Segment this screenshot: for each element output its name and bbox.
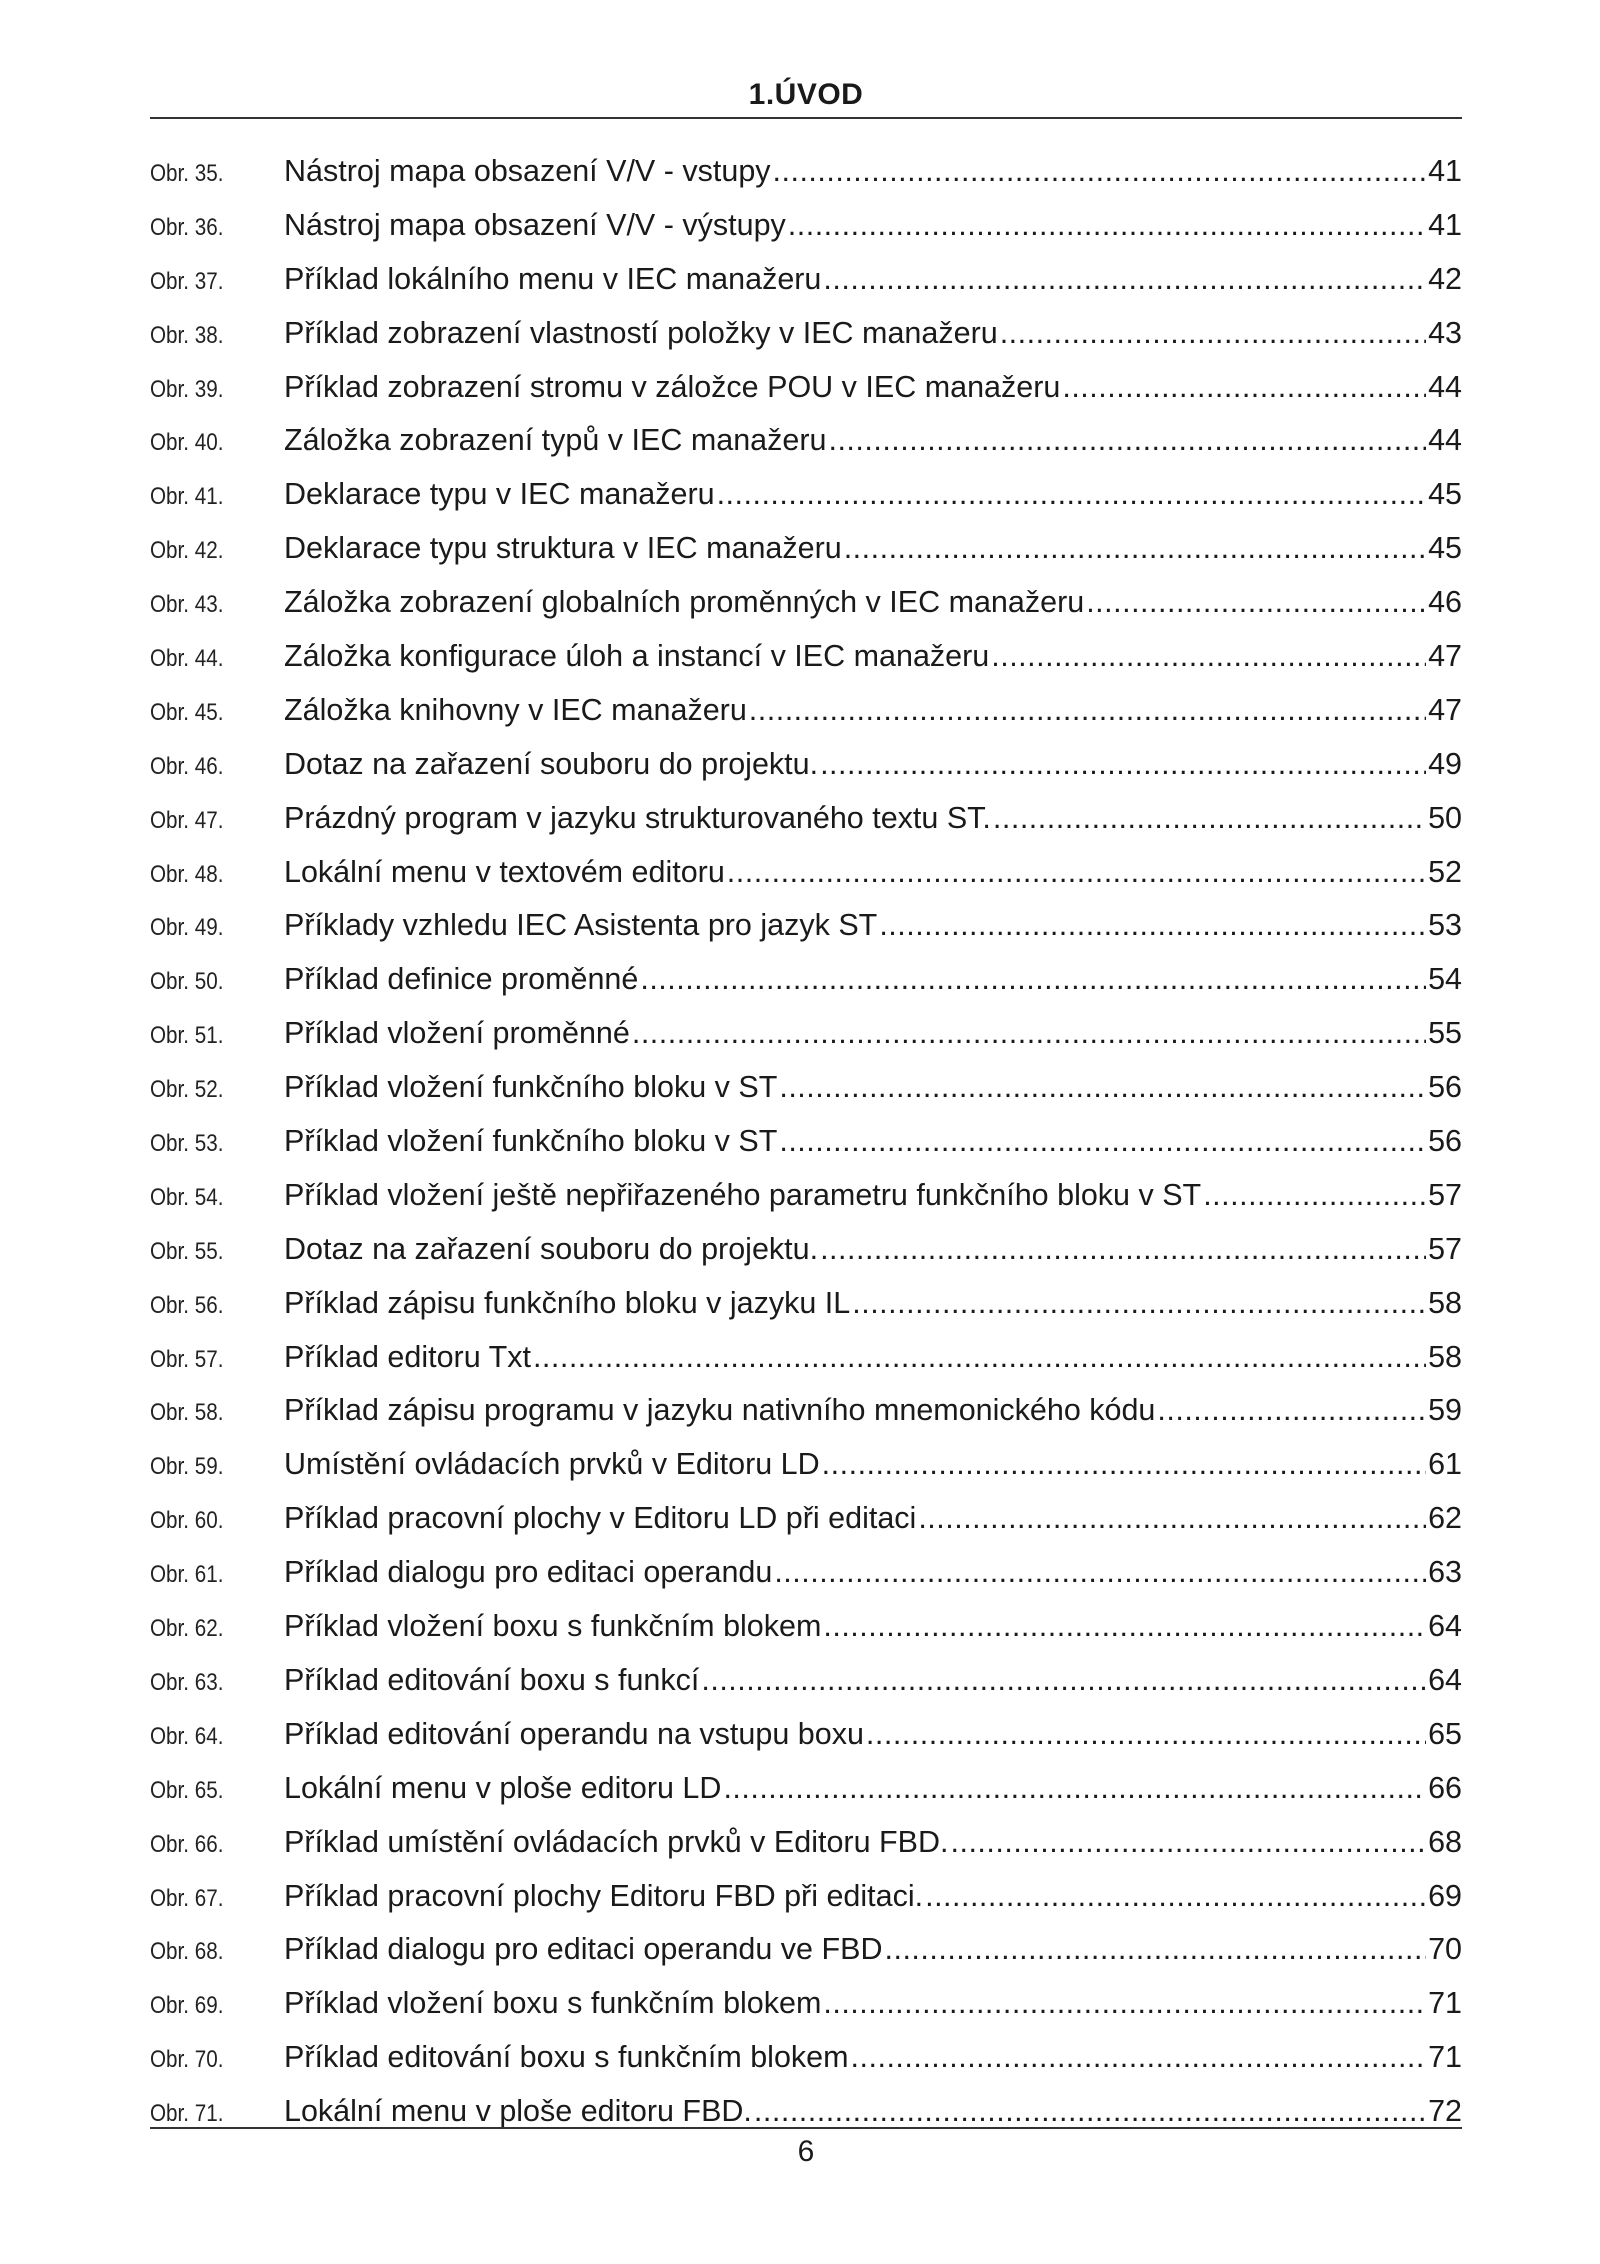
toc-entry[interactable]	[150, 792, 1462, 846]
figure-title: Příklady vzhledu IEC Asistenta pro jazyk ST	[284, 908, 878, 943]
page-number: 6	[797, 2135, 815, 2168]
figure-page-number: 62	[1428, 1501, 1462, 1536]
figure-number: Obr. 60.	[150, 1507, 224, 1535]
figure-page-number: 56	[1428, 1124, 1462, 1159]
figure-title: Příklad editování operandu na vstupu boxu	[284, 1716, 864, 1751]
dot-leader	[852, 1277, 1426, 1331]
toc-entry[interactable]	[150, 1223, 1462, 1277]
figure-title: Umístění ovládacích prvků v Editoru LD	[284, 1447, 820, 1482]
toc-entry[interactable]	[150, 846, 1462, 900]
dot-leader	[918, 1492, 1426, 1546]
toc-entry[interactable]	[150, 1331, 1462, 1385]
toc-entry[interactable]	[150, 1169, 1462, 1223]
dot-leader	[717, 468, 1426, 522]
figure-page-number: 45	[1428, 531, 1462, 566]
figure-page-number: 54	[1428, 962, 1462, 997]
figure-title: Lokální menu v ploše editoru LD	[284, 1770, 722, 1805]
figure-number: Obr. 55.	[150, 1237, 224, 1265]
figure-title: Příklad editování boxu s funkcí	[284, 1662, 700, 1697]
dot-leader	[951, 1816, 1427, 1870]
figure-title: Příklad pracovní plochy v Editoru LD při editaci	[284, 1501, 917, 1536]
figure-number: Obr. 47.	[150, 806, 224, 834]
dot-leader	[844, 522, 1426, 576]
figure-page-number: 56	[1428, 1070, 1462, 1105]
figure-title: Příklad vložení funkčního bloku v ST	[284, 1124, 778, 1159]
figure-page-number: 42	[1428, 261, 1462, 296]
figure-title: Nástroj mapa obsazení V/V - vstupy	[284, 154, 771, 188]
dot-leader	[1157, 1384, 1426, 1438]
figure-page-number: 41	[1428, 154, 1462, 188]
toc-entry[interactable]	[150, 2085, 1462, 2139]
figure-number: Obr. 61.	[150, 1561, 224, 1589]
figure-page-number: 50	[1428, 800, 1462, 835]
figure-page-number: 44	[1428, 423, 1462, 458]
toc-entry[interactable]	[150, 630, 1462, 684]
toc-entry[interactable]	[150, 576, 1462, 630]
figure-page-number: 64	[1428, 1609, 1462, 1644]
dot-leader	[640, 953, 1426, 1007]
dot-leader	[925, 1870, 1426, 1924]
toc-entry[interactable]	[150, 684, 1462, 738]
figure-number: Obr. 70.	[150, 2046, 224, 2074]
figure-title: Příklad umístění ovládacích prvků v Editoru FBD.	[284, 1824, 949, 1859]
figure-number: Obr. 54.	[150, 1183, 224, 1211]
figure-number: Obr. 43.	[150, 591, 224, 619]
figure-page-number: 71	[1428, 1986, 1462, 2021]
toc-entry[interactable]	[150, 522, 1462, 576]
figure-title: Příklad lokálního menu v IEC manažeru	[284, 261, 822, 296]
figure-number: Obr. 50.	[150, 968, 224, 996]
figure-number: Obr. 51.	[150, 1022, 224, 1050]
figure-page-number: 68	[1428, 1824, 1462, 1859]
toc-entry[interactable]	[150, 253, 1462, 307]
figure-number: Obr. 41.	[150, 483, 224, 511]
figure-page-number: 65	[1428, 1716, 1462, 1751]
figure-page-number: 63	[1428, 1555, 1462, 1590]
figure-number: Obr. 37.	[150, 267, 224, 295]
figure-number: Obr. 39.	[150, 375, 224, 403]
figure-page-number: 66	[1428, 1770, 1462, 1805]
figure-title: Dotaz na zařazení souboru do projektu.	[284, 1231, 819, 1266]
toc-entry[interactable]	[150, 738, 1462, 792]
toc-entry[interactable]	[150, 1277, 1462, 1331]
figure-title: Záložka zobrazení typů v IEC manažeru	[284, 423, 827, 458]
dot-leader	[701, 1654, 1426, 1708]
figure-page-number: 61	[1428, 1447, 1462, 1482]
dot-leader	[820, 1223, 1426, 1277]
figure-title: Příklad editoru Txt	[284, 1339, 531, 1374]
figure-number: Obr. 59.	[150, 1453, 224, 1481]
figure-title: Záložka knihovny v IEC manažeru	[284, 692, 747, 727]
figure-title: Příklad vložení boxu s funkčním blokem	[284, 1609, 822, 1644]
figure-page-number: 69	[1428, 1878, 1462, 1913]
figure-number: Obr. 62.	[150, 1615, 224, 1643]
toc-entry[interactable]	[150, 1923, 1462, 1977]
figure-title: Příklad zápisu funkčního bloku v jazyku IL	[284, 1285, 851, 1320]
figure-page-number: 71	[1428, 2040, 1462, 2075]
figure-page-number: 72	[1428, 2094, 1462, 2129]
toc-entry[interactable]	[150, 1977, 1462, 2031]
figure-title: Deklarace typu struktura v IEC manažeru	[284, 531, 842, 566]
figure-number: Obr. 40.	[150, 429, 224, 457]
figure-number: Obr. 71.	[150, 2100, 224, 2128]
figure-number: Obr. 65.	[150, 1776, 224, 1804]
toc-entry[interactable]	[150, 1115, 1462, 1169]
list-of-figures	[150, 145, 1462, 2139]
figure-number: Obr. 46.	[150, 752, 224, 780]
figure-number: Obr. 56.	[150, 1291, 224, 1319]
dot-leader	[885, 1923, 1427, 1977]
figure-number: Obr. 38.	[150, 321, 224, 349]
figure-title: Deklarace typu v IEC manažeru	[284, 477, 715, 512]
toc-entry[interactable]	[150, 468, 1462, 522]
figure-title: Lokální menu v textovém editoru	[284, 854, 725, 889]
figure-page-number: 64	[1428, 1662, 1462, 1697]
figure-title: Příklad definice proměnné	[284, 962, 639, 997]
figure-title: Nástroj mapa obsazení V/V - výstupy	[284, 207, 786, 242]
figure-number: Obr. 58.	[150, 1399, 224, 1427]
toc-entry[interactable]	[150, 899, 1462, 953]
dot-leader	[828, 414, 1426, 468]
toc-entry[interactable]	[150, 953, 1462, 1007]
figure-page-number: 59	[1428, 1393, 1462, 1428]
figure-page-number: 58	[1428, 1285, 1462, 1320]
figure-page-number: 58	[1428, 1339, 1462, 1374]
header-divider	[150, 117, 1462, 119]
toc-entry[interactable]	[150, 1762, 1462, 1816]
figure-number: Obr. 42.	[150, 537, 224, 565]
figure-title: Záložka zobrazení globalních proměnných v IEC manažeru	[284, 585, 1085, 620]
figure-number: Obr. 44.	[150, 645, 224, 673]
figure-title: Příklad zobrazení vlastností položky v IEC manažeru	[284, 315, 998, 350]
dot-leader	[1086, 576, 1426, 630]
figure-page-number: 47	[1428, 639, 1462, 674]
toc-entry[interactable]	[150, 1384, 1462, 1438]
dot-leader	[1062, 361, 1426, 415]
toc-entry[interactable]	[150, 145, 1462, 199]
dot-leader	[773, 145, 1427, 199]
dot-leader	[754, 2085, 1426, 2139]
figure-title: Příklad zobrazení stromu v záložce POU v IEC manažeru	[284, 369, 1061, 404]
figure-title: Záložka konfigurace úloh a instancí v IEC manažeru	[284, 639, 990, 674]
dot-leader	[788, 199, 1426, 253]
figure-number: Obr. 52.	[150, 1076, 224, 1104]
dot-leader	[851, 2031, 1427, 2085]
toc-entry[interactable]	[150, 414, 1462, 468]
dot-leader	[823, 1600, 1426, 1654]
dot-leader	[993, 792, 1426, 846]
figure-number: Obr. 57.	[150, 1345, 224, 1373]
dot-leader	[723, 1762, 1426, 1816]
figure-number: Obr. 49.	[150, 914, 224, 942]
figure-number: Obr. 67.	[150, 1884, 224, 1912]
figure-number: Obr. 69.	[150, 1992, 224, 2020]
figure-title: Příklad vložení proměnné	[284, 1016, 630, 1051]
figure-number: Obr. 35.	[150, 160, 224, 187]
figure-number: Obr. 63.	[150, 1668, 224, 1696]
figure-page-number: 43	[1428, 315, 1462, 350]
figure-page-number: 55	[1428, 1016, 1462, 1051]
dot-leader	[879, 899, 1426, 953]
dot-leader	[822, 1438, 1426, 1492]
toc-entry[interactable]	[150, 2031, 1462, 2085]
figure-page-number: 45	[1428, 477, 1462, 512]
dot-leader	[1203, 1169, 1426, 1223]
figure-title: Příklad editování boxu s funkčním blokem	[284, 2040, 849, 2075]
page-header-title: 1.ÚVOD	[748, 78, 864, 111]
toc-entry[interactable]	[150, 307, 1462, 361]
toc-entry[interactable]	[150, 1654, 1462, 1708]
toc-entry[interactable]	[150, 1438, 1462, 1492]
dot-leader	[774, 1546, 1426, 1600]
figure-title: Příklad pracovní plochy Editoru FBD při editaci.	[284, 1878, 924, 1913]
figure-page-number: 46	[1428, 585, 1462, 620]
toc-entry[interactable]	[150, 361, 1462, 415]
figure-title: Příklad dialogu pro editaci operandu	[284, 1555, 773, 1590]
dot-leader	[727, 846, 1426, 900]
toc-entry[interactable]	[150, 1007, 1462, 1061]
toc-entry[interactable]	[150, 1061, 1462, 1115]
dot-leader	[823, 253, 1426, 307]
figure-page-number: 53	[1428, 908, 1462, 943]
dot-leader	[823, 1977, 1426, 2031]
figure-page-number: 41	[1428, 207, 1462, 242]
dot-leader	[866, 1708, 1426, 1762]
toc-entry[interactable]	[150, 1816, 1462, 1870]
figure-number: Obr. 48.	[150, 860, 224, 888]
figure-title: Příklad zápisu programu v jazyku nativního mnemonického kódu	[284, 1393, 1156, 1428]
dot-leader	[779, 1115, 1426, 1169]
figure-title: Lokální menu v ploše editoru FBD.	[284, 2094, 752, 2129]
figure-number: Obr. 66.	[150, 1830, 224, 1858]
toc-entry[interactable]	[150, 1708, 1462, 1762]
figure-title: Příklad dialogu pro editaci operandu ve FBD	[284, 1932, 883, 1967]
toc-entry[interactable]	[150, 1546, 1462, 1600]
figure-number: Obr. 68.	[150, 1938, 224, 1966]
figure-page-number: 47	[1428, 692, 1462, 727]
figure-page-number: 52	[1428, 854, 1462, 889]
dot-leader	[1000, 307, 1426, 361]
dot-leader	[632, 1007, 1426, 1061]
figure-number: Obr. 53.	[150, 1130, 224, 1158]
figure-number: Obr. 45.	[150, 698, 224, 726]
figure-title: Dotaz na zařazení souboru do projektu.	[284, 746, 819, 781]
figure-number: Obr. 36.	[150, 213, 224, 241]
toc-entry[interactable]	[150, 1492, 1462, 1546]
dot-leader	[991, 630, 1426, 684]
footer-divider	[150, 2127, 1462, 2129]
figure-title: Příklad vložení boxu s funkčním blokem	[284, 1986, 822, 2021]
dot-leader	[749, 684, 1426, 738]
figure-page-number: 57	[1428, 1231, 1462, 1266]
figure-page-number: 49	[1428, 746, 1462, 781]
figure-number: Obr. 64.	[150, 1722, 224, 1750]
toc-entry[interactable]	[150, 1600, 1462, 1654]
figure-title: Prázdný program v jazyku strukturovaného textu ST.	[284, 800, 991, 835]
figure-title: Příklad vložení ještě nepřiřazeného parametru funkčního bloku v ST	[284, 1177, 1202, 1212]
dot-leader	[779, 1061, 1426, 1115]
figure-page-number: 44	[1428, 369, 1462, 404]
dot-leader	[533, 1331, 1426, 1385]
toc-entry[interactable]	[150, 199, 1462, 253]
toc-entry[interactable]	[150, 1870, 1462, 1924]
figure-page-number: 70	[1428, 1932, 1462, 1967]
figure-page-number: 57	[1428, 1177, 1462, 1212]
dot-leader	[820, 738, 1426, 792]
figure-title: Příklad vložení funkčního bloku v ST	[284, 1070, 778, 1105]
